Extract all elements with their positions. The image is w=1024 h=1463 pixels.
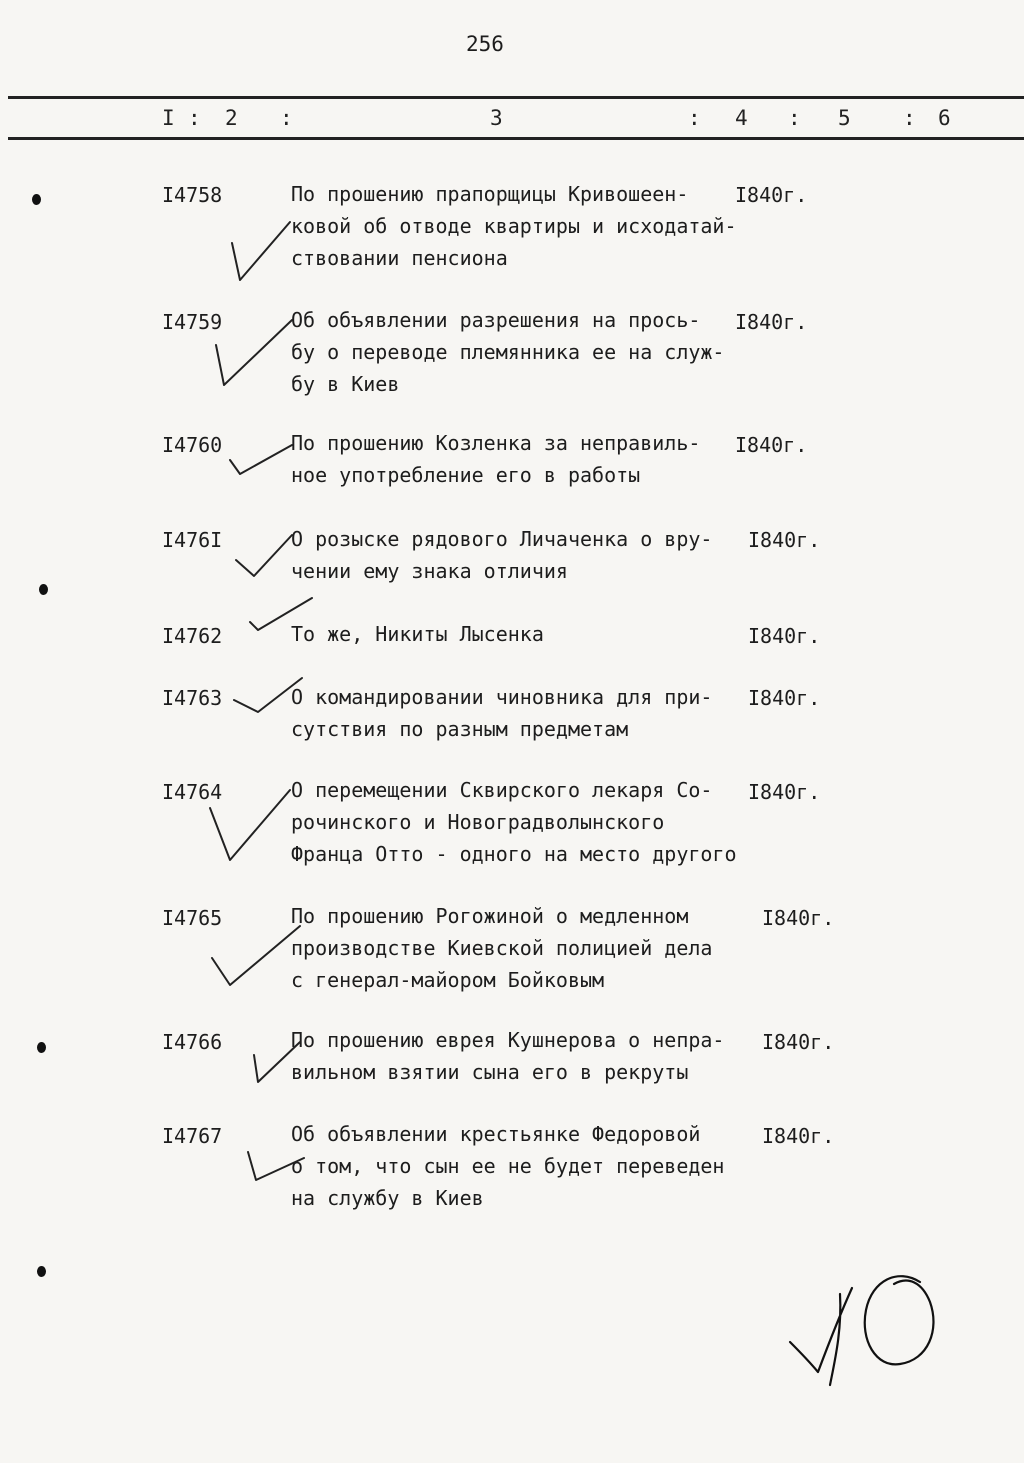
check-mark-icon [248,1152,304,1180]
entry-line: По прошению Козленка за неправиль- [291,431,701,455]
entry-line: о том, что сын ее не будет переведен [291,1154,725,1178]
entry-year: I840г. [735,183,808,207]
entry-line: вильном взятии сына его в рекруты [291,1060,689,1084]
check-mark-icon [234,678,302,712]
entry-line: Об объявлении крестьянке Федоровой [291,1122,701,1146]
check-mark-icon [232,222,290,280]
entry-line: О перемещении Сквирского лекаря Со- [291,778,713,802]
check-mark-icon [212,926,300,985]
entry-line: Франца Отто - одного на место другого [291,842,737,866]
page-number: 256 [466,32,504,56]
entry-id: I476I [162,528,223,552]
entry-year: I840г. [748,528,821,552]
handwritten-number-10 [780,1270,950,1400]
entry-line: По прошению еврея Кушнерова о непра- [291,1028,725,1052]
check-mark-icon [210,790,290,860]
entry-year: I840г. [762,906,835,930]
entry-line: О командировании чиновника для при- [291,685,713,709]
entry-line: с генерал-майором Бойковым [291,968,605,992]
entry-id: I4759 [162,310,223,334]
header-col-2: 2 [225,106,238,130]
entry-line: рочинского и Новоградволынского [291,810,665,834]
entry-year: I840г. [735,310,808,334]
header-col-6: 6 [938,106,951,130]
header-sep: : [188,106,201,130]
margin-dot [32,194,41,205]
header-sep: : [688,106,701,130]
check-mark-icon [230,445,292,474]
entry-id: I4758 [162,183,223,207]
entry-id: I4763 [162,686,223,710]
header-sep: : [280,106,293,130]
entry-line: Об объявлении разрешения на прось- [291,308,701,332]
entry-id: I4760 [162,433,223,457]
entry-year: I840г. [748,780,821,804]
entry-line: ствовании пенсиона [291,246,508,270]
entry-line: производстве Киевской полицией дела [291,936,713,960]
entry-line: чении ему знака отличия [291,559,568,583]
entry-year: I840г. [762,1124,835,1148]
check-mark-icon [250,598,312,630]
header-col-4: 4 [735,106,748,130]
entry-year: I840г. [748,686,821,710]
entry-id: I4762 [162,624,223,648]
entry-year: I840г. [735,433,808,457]
entry-line: По прошению Рогожиной о медленном [291,904,689,928]
entry-year: I840г. [762,1030,835,1054]
entry-line: То же, Никиты Лысенка [291,622,544,646]
entry-id: I4764 [162,780,223,804]
header-col-5: 5 [838,106,851,130]
entry-id: I4766 [162,1030,223,1054]
check-mark-icon [254,1042,300,1082]
entry-id: I4765 [162,906,223,930]
header-sep: : [903,106,916,130]
margin-dot [39,584,48,595]
entry-line: ное употребление его в работы [291,463,641,487]
header-col-3: 3 [490,106,503,130]
margin-dot [37,1042,46,1053]
check-mark-icon [236,535,292,576]
margin-dot [37,1266,46,1277]
entry-year: I840г. [748,624,821,648]
entry-line: бу о переводе племянника ее на служ- [291,340,725,364]
entry-id: I4767 [162,1124,223,1148]
entry-line: По прошению прапорщицы Кривошеен- [291,182,689,206]
entry-line: на службу в Киев [291,1186,484,1210]
entry-line: ковой об отводе квартиры и исходатай- [291,214,737,238]
entry-line: бу в Киев [291,372,400,396]
entry-line: О розыске рядового Личаченка о вру- [291,527,713,551]
header-col-1: I [162,106,175,130]
check-mark-icon [216,320,292,385]
entry-line: сутствия по разным предметам [291,717,629,741]
header-sep: : [788,106,801,130]
